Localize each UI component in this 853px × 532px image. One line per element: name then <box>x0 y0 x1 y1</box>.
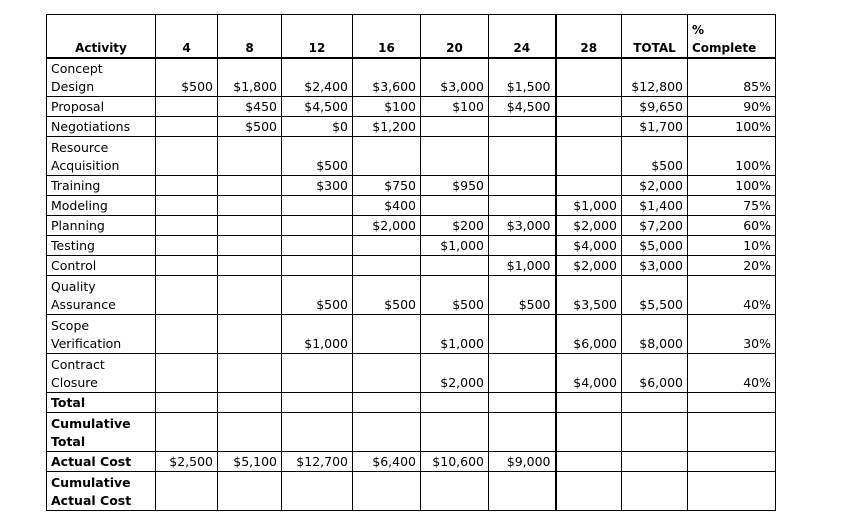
cost-cell <box>556 393 622 413</box>
cost-cell: $2,000 <box>421 354 489 393</box>
cost-cell: $2,400 <box>282 58 353 97</box>
cost-cell: $200 <box>421 216 489 236</box>
cost-cell <box>156 256 218 276</box>
activity-cell <box>47 117 156 137</box>
cost-cell <box>489 354 556 393</box>
table-row <box>47 137 776 176</box>
activity-name-line: Design <box>51 79 95 94</box>
cost-cell <box>218 393 282 413</box>
cost-cell <box>156 413 218 452</box>
summary-label-cell <box>47 413 156 452</box>
cost-cell <box>489 236 556 256</box>
percent-cell <box>688 472 776 511</box>
activity-name-line: Acquisition <box>51 158 120 173</box>
activity-name-line: Proposal <box>51 99 105 114</box>
table-row <box>47 276 776 315</box>
cost-cell <box>353 393 421 413</box>
cost-cell: $1,000 <box>421 236 489 256</box>
cost-cell <box>556 176 622 196</box>
cost-cell <box>218 354 282 393</box>
cost-cell <box>353 413 421 452</box>
cost-cell: $1,800 <box>218 58 282 97</box>
cost-cell <box>353 137 421 176</box>
header-activity: Activity <box>47 15 156 58</box>
cost-cell: $1,200 <box>353 117 421 137</box>
cost-cell <box>421 196 489 216</box>
activity-name-line: Concept <box>51 61 103 76</box>
activity-cell <box>47 256 156 276</box>
total-cell: $12,800 <box>622 58 688 97</box>
header-total: TOTAL <box>622 15 688 58</box>
summary-label-line: Total <box>51 434 86 449</box>
percent-cell: 10% <box>688 236 776 256</box>
table-row <box>47 216 776 236</box>
cost-cell: $3,000 <box>421 58 489 97</box>
header-row <box>47 15 776 58</box>
cost-cell: $3,000 <box>489 216 556 236</box>
total-cell <box>622 452 688 472</box>
activity-name-line: Negotiations <box>51 119 131 134</box>
cost-cell <box>353 472 421 511</box>
cost-cell: $4,500 <box>489 97 556 117</box>
activity-name-line: Modeling <box>51 198 108 213</box>
cost-cell <box>218 256 282 276</box>
activity-name-line: Quality <box>51 279 96 294</box>
activity-name-line: Testing <box>51 238 95 253</box>
cost-cell <box>353 236 421 256</box>
cost-cell: $400 <box>353 196 421 216</box>
percent-cell: 100% <box>688 117 776 137</box>
cost-cell <box>556 413 622 452</box>
cost-cell: $750 <box>353 176 421 196</box>
cost-cell <box>282 196 353 216</box>
table-row <box>47 58 776 97</box>
cost-cell: $5,100 <box>218 452 282 472</box>
activity-cell <box>47 97 156 117</box>
cost-cell: $300 <box>282 176 353 196</box>
summary-label-cell <box>47 452 156 472</box>
summary-label-cell <box>47 393 156 413</box>
cost-cell <box>282 393 353 413</box>
table-row <box>47 236 776 256</box>
table-row <box>47 196 776 216</box>
table-row <box>47 256 776 276</box>
activity-name-line: Verification <box>51 336 122 351</box>
cost-cell: $500 <box>218 117 282 137</box>
cost-cell <box>156 196 218 216</box>
header-week-28: 28 <box>556 15 622 58</box>
activity-cell <box>47 196 156 216</box>
cost-cell: $2,000 <box>556 216 622 236</box>
total-cell <box>622 472 688 511</box>
cost-cell <box>218 137 282 176</box>
cost-cell: $3,600 <box>353 58 421 97</box>
cost-cell <box>421 117 489 137</box>
cost-cell <box>556 117 622 137</box>
cost-cell: $4,000 <box>556 354 622 393</box>
cost-cell <box>218 216 282 236</box>
activity-cell <box>47 216 156 236</box>
cost-cell <box>156 393 218 413</box>
table-row <box>47 354 776 393</box>
cost-cell: $500 <box>353 276 421 315</box>
header-complete: Complete <box>692 40 757 55</box>
total-cell: $3,000 <box>622 256 688 276</box>
total-cell: $5,000 <box>622 236 688 256</box>
cost-cell: $1,000 <box>489 256 556 276</box>
header-week-8: 8 <box>218 15 282 58</box>
header-week-4: 4 <box>156 15 218 58</box>
cost-cell <box>156 176 218 196</box>
cost-cell <box>556 58 622 97</box>
cost-cell: $450 <box>218 97 282 117</box>
cost-cell <box>156 117 218 137</box>
cost-cell <box>556 137 622 176</box>
total-cell: $8,000 <box>622 315 688 354</box>
cost-cell <box>353 256 421 276</box>
cost-cell <box>156 276 218 315</box>
cost-cell: $3,500 <box>556 276 622 315</box>
cost-cell <box>218 196 282 216</box>
cost-cell <box>556 452 622 472</box>
table-body <box>47 58 776 511</box>
cost-cell <box>556 97 622 117</box>
activity-name-line: Contract <box>51 357 105 372</box>
cost-cell: $2,000 <box>556 256 622 276</box>
cost-cell: $1,000 <box>421 315 489 354</box>
cost-cell <box>489 413 556 452</box>
cost-cell <box>421 472 489 511</box>
activity-name-line: Assurance <box>51 297 116 312</box>
percent-cell: 100% <box>688 176 776 196</box>
cost-cell <box>353 315 421 354</box>
cost-cell <box>282 236 353 256</box>
cost-cell: $500 <box>156 58 218 97</box>
cost-cell: $1,000 <box>556 196 622 216</box>
percent-cell <box>688 452 776 472</box>
activity-cell <box>47 137 156 176</box>
summary-label-line: Total <box>51 395 86 410</box>
cost-cell <box>218 276 282 315</box>
cost-cell <box>421 137 489 176</box>
cost-cell <box>156 354 218 393</box>
cost-cell <box>218 472 282 511</box>
total-cell: $7,200 <box>622 216 688 236</box>
cost-cell <box>489 176 556 196</box>
cost-cell: $9,000 <box>489 452 556 472</box>
activity-name-line: Planning <box>51 218 105 233</box>
cost-cell: $4,500 <box>282 97 353 117</box>
cost-cell <box>421 256 489 276</box>
cost-cell <box>218 413 282 452</box>
cost-cell <box>156 315 218 354</box>
header-week-16: 16 <box>353 15 421 58</box>
cost-cell <box>282 354 353 393</box>
cost-cell: $6,000 <box>556 315 622 354</box>
total-cell: $500 <box>622 137 688 176</box>
percent-cell: 40% <box>688 354 776 393</box>
total-cell: $2,000 <box>622 176 688 196</box>
cost-cell: $500 <box>282 137 353 176</box>
cost-cell <box>156 97 218 117</box>
summary-row <box>47 472 776 511</box>
percent-cell: 20% <box>688 256 776 276</box>
activity-cell <box>47 236 156 256</box>
summary-label-cell <box>47 472 156 511</box>
percent-cell <box>688 413 776 452</box>
activity-name-line: Training <box>51 178 101 193</box>
cost-cell <box>353 354 421 393</box>
total-cell <box>622 413 688 452</box>
percent-cell: 60% <box>688 216 776 236</box>
total-cell: $6,000 <box>622 354 688 393</box>
cost-cell <box>489 117 556 137</box>
percent-cell <box>688 393 776 413</box>
total-cell <box>622 393 688 413</box>
summary-row <box>47 452 776 472</box>
cost-cell <box>489 393 556 413</box>
cost-cell: $1,000 <box>282 315 353 354</box>
header-percent-complete <box>688 15 776 58</box>
cost-cell: $10,600 <box>421 452 489 472</box>
percent-cell: 75% <box>688 196 776 216</box>
cost-cell <box>218 236 282 256</box>
activity-name-line: Resource <box>51 140 109 155</box>
cost-cell <box>489 315 556 354</box>
activity-cell <box>47 58 156 97</box>
summary-label-line: Cumulative <box>51 475 131 490</box>
cost-cell: $6,400 <box>353 452 421 472</box>
table-row <box>47 315 776 354</box>
cost-cell: $500 <box>421 276 489 315</box>
percent-cell: 85% <box>688 58 776 97</box>
header-week-12: 12 <box>282 15 353 58</box>
total-cell: $9,650 <box>622 97 688 117</box>
cost-cell <box>421 393 489 413</box>
activity-cell <box>47 176 156 196</box>
cost-cell <box>489 472 556 511</box>
cost-cell <box>218 315 282 354</box>
cost-cell <box>218 176 282 196</box>
cost-cell: $0 <box>282 117 353 137</box>
activity-name-line: Control <box>51 258 97 273</box>
cost-cell: $500 <box>489 276 556 315</box>
cost-cell: $1,500 <box>489 58 556 97</box>
cost-cell <box>156 216 218 236</box>
cost-cell <box>282 472 353 511</box>
percent-cell: 30% <box>688 315 776 354</box>
cost-cell <box>156 472 218 511</box>
activity-cell <box>47 276 156 315</box>
header-percent-sign: % <box>692 22 705 37</box>
cost-cell: $950 <box>421 176 489 196</box>
cost-cell: $2,000 <box>353 216 421 236</box>
cost-cell: $2,500 <box>156 452 218 472</box>
activity-name-line: Closure <box>51 375 98 390</box>
cost-cell: $100 <box>421 97 489 117</box>
cost-cell: $100 <box>353 97 421 117</box>
cost-cell <box>156 137 218 176</box>
cost-cell <box>282 216 353 236</box>
summary-label-line: Cumulative <box>51 416 131 431</box>
cost-cell: $12,700 <box>282 452 353 472</box>
activity-name-line: Scope <box>51 318 90 333</box>
cost-cell <box>489 137 556 176</box>
summary-label-line: Actual Cost <box>51 454 132 469</box>
cost-cell <box>421 413 489 452</box>
activity-cell <box>47 354 156 393</box>
total-cell: $1,400 <box>622 196 688 216</box>
total-cell: $5,500 <box>622 276 688 315</box>
activity-cell <box>47 315 156 354</box>
header-week-20: 20 <box>421 15 489 58</box>
cost-cell: $500 <box>282 276 353 315</box>
table-row <box>47 176 776 196</box>
table-row <box>47 117 776 137</box>
summary-row <box>47 393 776 413</box>
percent-cell: 90% <box>688 97 776 117</box>
cost-cell <box>282 413 353 452</box>
table-row <box>47 97 776 117</box>
percent-cell: 100% <box>688 137 776 176</box>
cost-cell <box>156 236 218 256</box>
summary-row <box>47 413 776 452</box>
summary-label-line: Actual Cost <box>51 493 132 508</box>
total-cell: $1,700 <box>622 117 688 137</box>
percent-cell: 40% <box>688 276 776 315</box>
cost-cell <box>282 256 353 276</box>
cost-cell <box>489 196 556 216</box>
cost-table <box>46 14 776 511</box>
cost-cell <box>556 472 622 511</box>
header-week-24: 24 <box>489 15 556 58</box>
cost-cell: $4,000 <box>556 236 622 256</box>
